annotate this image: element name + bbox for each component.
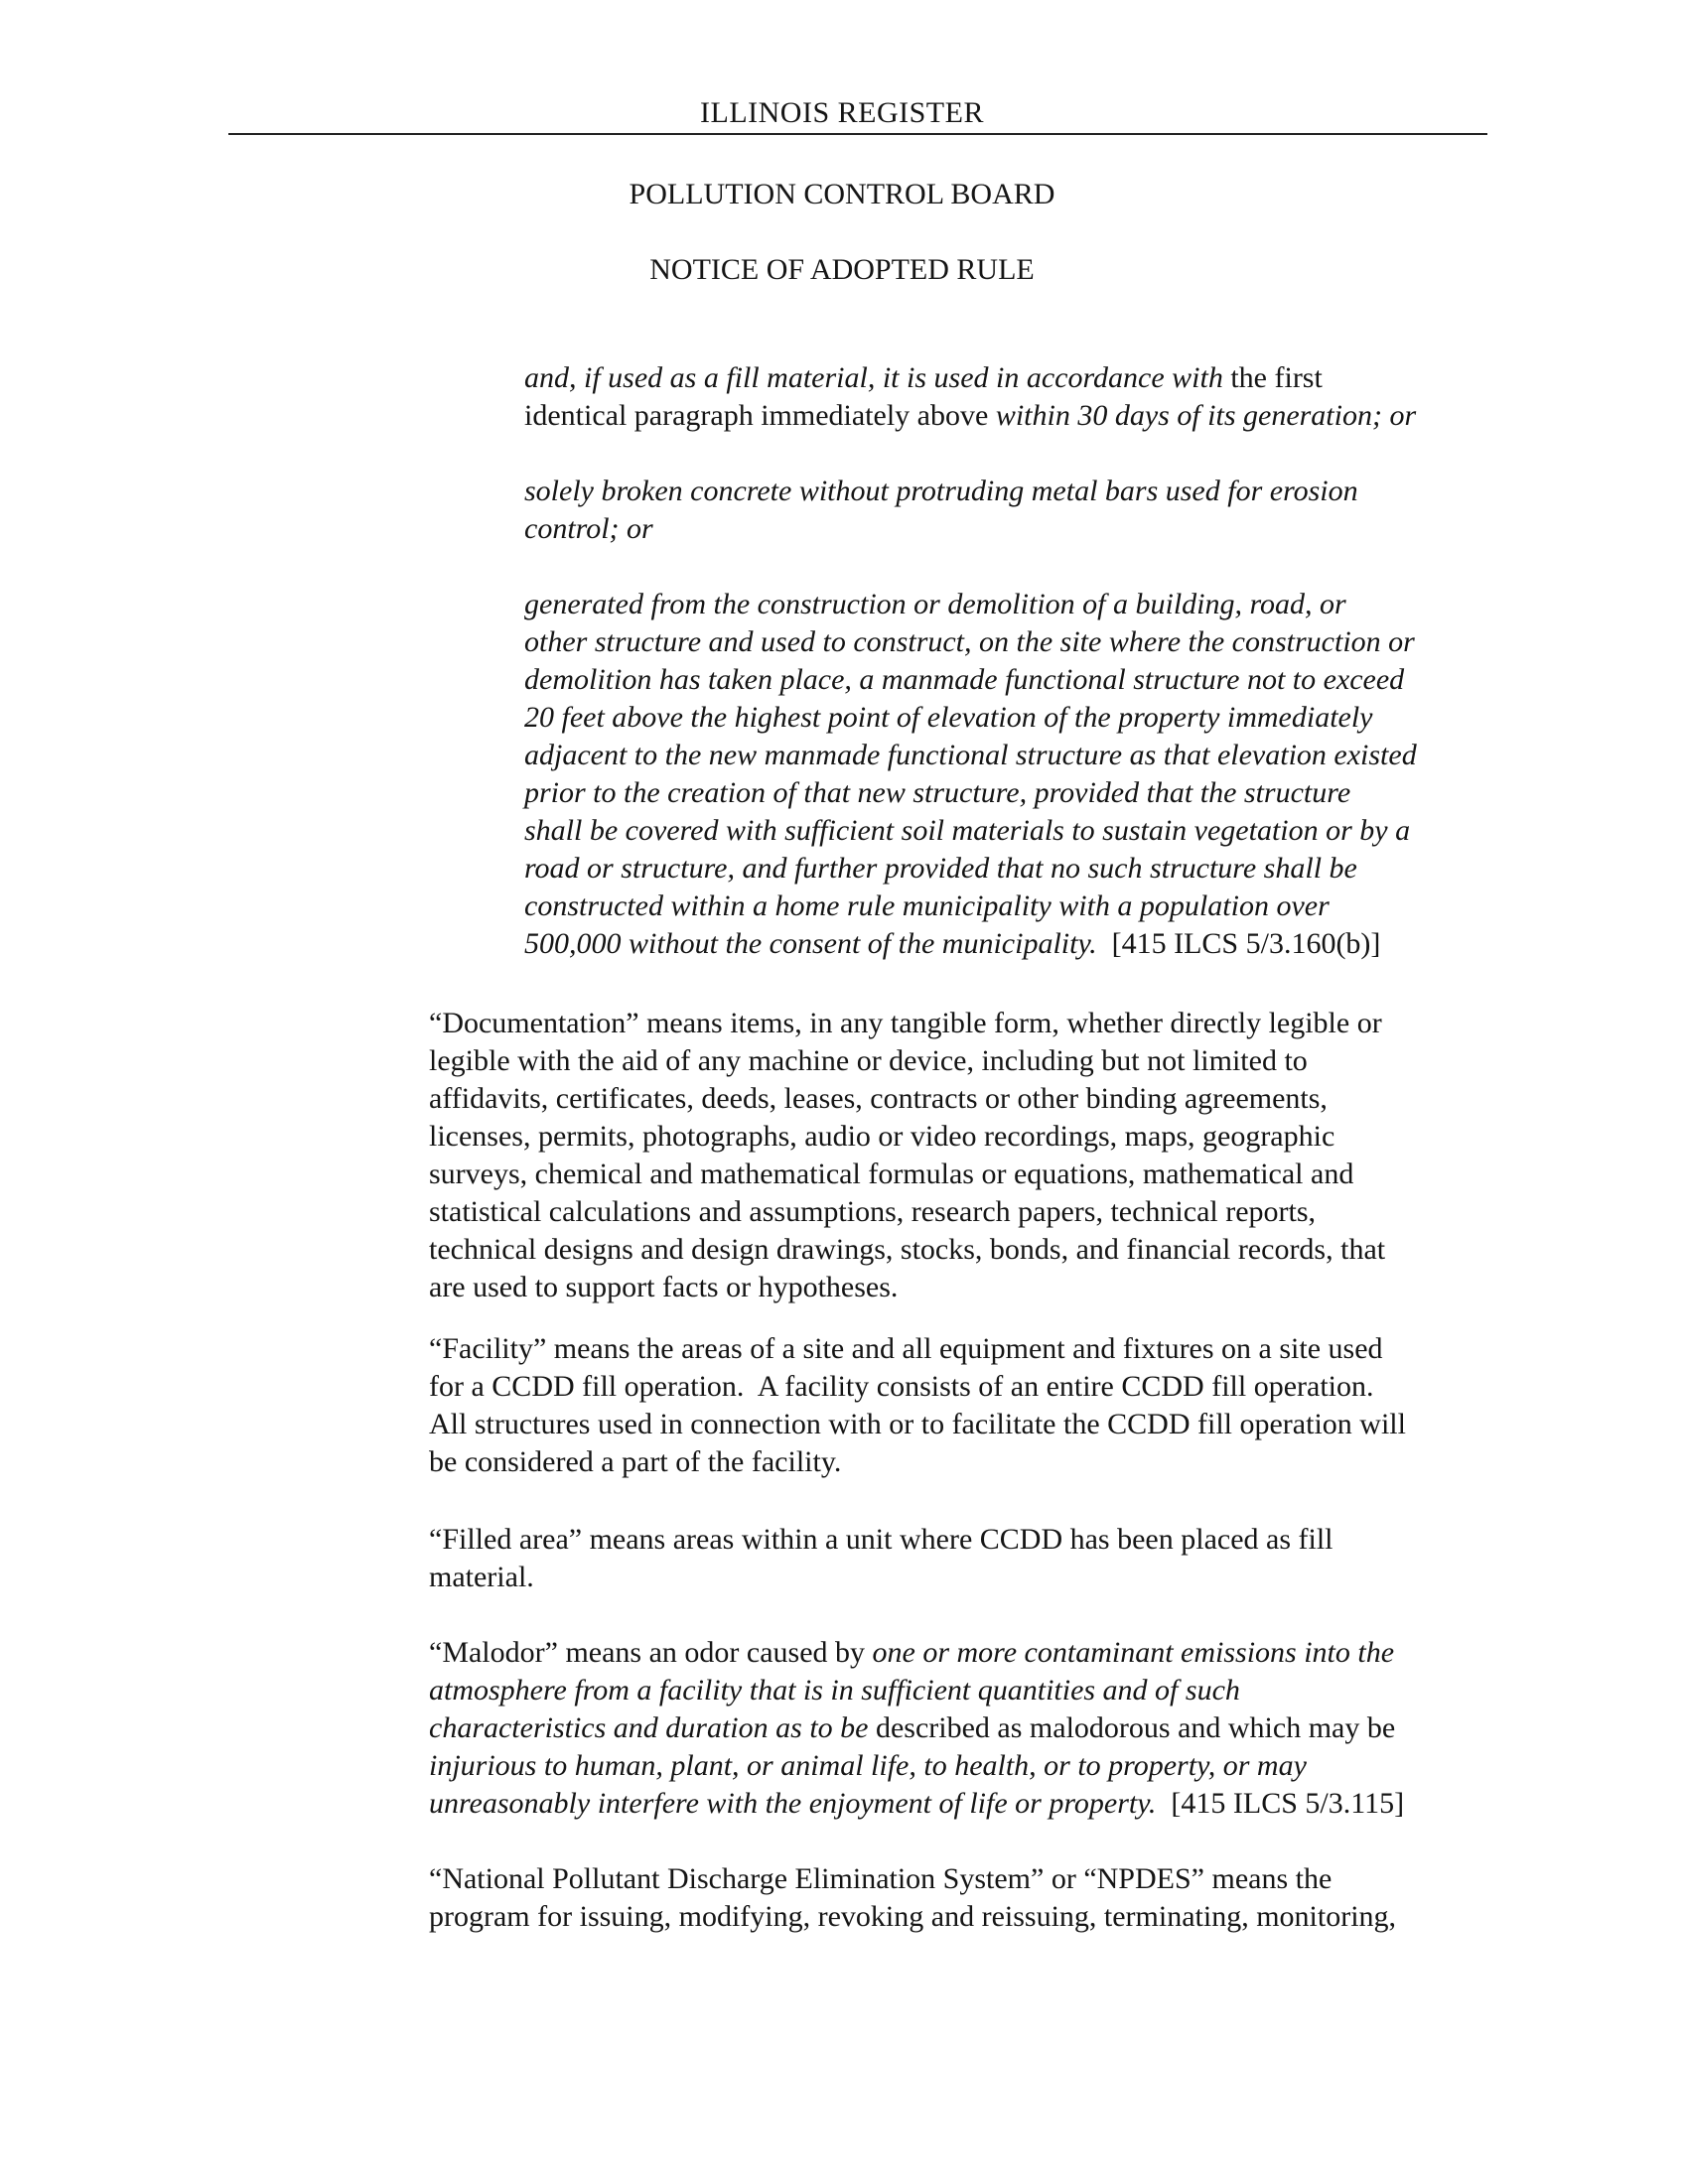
paragraph-fill-material bbox=[524, 359, 1416, 435]
italic-text-run: injurious to human, plant, or animal life, to health, or to property, or may bbox=[429, 1749, 1307, 1782]
text-run: statistical calculations and assumptions, research papers, technical reports, bbox=[429, 1195, 1317, 1228]
text-line bbox=[524, 925, 1417, 963]
text-line bbox=[524, 850, 1417, 887]
italic-text-run: other structure and used to construct, on the site where the construction or bbox=[524, 625, 1415, 658]
italic-text-run: atmosphere from a facility that is in sufficient quantities and of such bbox=[429, 1674, 1240, 1706]
text-run: “National Pollutant Discharge Elimination System” or “NPDES” means the bbox=[429, 1862, 1333, 1895]
text-line bbox=[429, 1559, 1333, 1596]
italic-text-run: adjacent to the new manmade functional structure as that elevation existed bbox=[524, 739, 1417, 771]
text-run: for a CCDD fill operation. A facility consists of an entire CCDD fill operation. bbox=[429, 1370, 1374, 1403]
text-line bbox=[524, 473, 1358, 510]
text-line bbox=[524, 510, 1358, 548]
text-run: identical paragraph immediately above bbox=[524, 399, 996, 432]
text-run: “Facility” means the areas of a site and all equipment and fixtures on a site used bbox=[429, 1332, 1383, 1365]
italic-text-run: prior to the creation of that new structure, provided that the structure bbox=[524, 776, 1351, 809]
text-line bbox=[524, 887, 1417, 925]
paragraph-documentation-definition bbox=[429, 1005, 1385, 1306]
text-line bbox=[429, 1080, 1385, 1118]
text-run: [415 ILCS 5/3.115] bbox=[1156, 1787, 1405, 1820]
text-line bbox=[429, 1747, 1404, 1785]
agency-heading: POLLUTION CONTROL BOARD bbox=[629, 178, 1055, 210]
header-rule bbox=[228, 133, 1487, 135]
paragraph-broken-concrete bbox=[524, 473, 1358, 548]
paragraph-npdes-definition bbox=[429, 1860, 1396, 1936]
text-run: “Filled area” means areas within a unit where CCDD has been placed as fill bbox=[429, 1523, 1333, 1556]
text-line bbox=[524, 359, 1416, 397]
text-line bbox=[524, 774, 1417, 812]
register-header-title: ILLINOIS REGISTER bbox=[700, 96, 984, 129]
text-run: affidavits, certificates, deeds, leases, contracts or other binding agreements, bbox=[429, 1082, 1328, 1115]
italic-text-run: characteristics and duration as to be bbox=[429, 1711, 869, 1744]
text-line bbox=[524, 812, 1417, 850]
paragraph-filled-area-definition bbox=[429, 1521, 1333, 1596]
italic-text-run: road or structure, and further provided that no such structure shall be bbox=[524, 852, 1357, 885]
italic-text-run: shall be covered with sufficient soil materials to sustain vegetation or by a bbox=[524, 814, 1411, 847]
text-line bbox=[429, 1406, 1406, 1443]
text-line bbox=[429, 1368, 1406, 1406]
italic-text-run: control; or bbox=[524, 512, 653, 545]
text-line bbox=[429, 1785, 1404, 1823]
text-line bbox=[429, 1118, 1385, 1156]
text-line bbox=[524, 737, 1417, 774]
text-run: the first bbox=[1222, 361, 1323, 394]
text-line bbox=[429, 1860, 1396, 1898]
text-run: material. bbox=[429, 1561, 534, 1593]
text-line bbox=[429, 1521, 1333, 1559]
italic-text-run: unreasonably interfere with the enjoyment of life or property. bbox=[429, 1787, 1157, 1820]
text-run: All structures used in connection with or to facilitate the CCDD fill operation will bbox=[429, 1408, 1406, 1440]
text-run: “Documentation” means items, in any tangible form, whether directly legible or bbox=[429, 1007, 1382, 1039]
text-run: program for issuing, modifying, revoking and reissuing, terminating, monitoring, bbox=[429, 1900, 1397, 1933]
text-line bbox=[429, 1330, 1406, 1368]
text-run: licenses, permits, photographs, audio or video recordings, maps, geographic bbox=[429, 1120, 1335, 1153]
paragraph-malodor-definition bbox=[429, 1634, 1404, 1823]
text-line bbox=[429, 1634, 1404, 1672]
italic-text-run: generated from the construction or demolition of a building, road, or bbox=[524, 588, 1346, 620]
italic-text-run: one or more contaminant emissions into the bbox=[872, 1636, 1395, 1669]
text-line bbox=[524, 661, 1417, 699]
italic-text-run: constructed within a home rule municipality with a population over bbox=[524, 889, 1330, 922]
text-run: legible with the aid of any machine or device, including but not limited to bbox=[429, 1044, 1308, 1077]
text-line bbox=[429, 1672, 1404, 1709]
text-line bbox=[429, 1898, 1396, 1936]
text-line bbox=[524, 586, 1417, 623]
text-line bbox=[429, 1193, 1385, 1231]
italic-text-run: and, if used as a fill material, it is used in accordance with bbox=[524, 361, 1223, 394]
text-line bbox=[429, 1269, 1385, 1306]
paragraph-facility-definition bbox=[429, 1330, 1406, 1481]
italic-text-run: demolition has taken place, a manmade functional structure not to exceed bbox=[524, 663, 1405, 696]
text-line bbox=[429, 1231, 1385, 1269]
text-line bbox=[429, 1709, 1404, 1747]
text-line bbox=[524, 623, 1417, 661]
text-line bbox=[429, 1156, 1385, 1193]
italic-text-run: 500,000 without the consent of the municipality. bbox=[524, 927, 1097, 960]
text-run: “Malodor” means an odor caused by bbox=[429, 1636, 873, 1669]
notice-heading: NOTICE OF ADOPTED RULE bbox=[649, 253, 1035, 286]
text-line bbox=[524, 699, 1417, 737]
text-run: [415 ILCS 5/3.160(b)] bbox=[1096, 927, 1381, 960]
text-run: described as malodorous and which may be bbox=[868, 1711, 1396, 1744]
italic-text-run: solely broken concrete without protruding metal bars used for erosion bbox=[524, 475, 1358, 507]
text-run: technical designs and design drawings, stocks, bonds, and financial records, that bbox=[429, 1233, 1386, 1266]
paragraph-generated-from-construction bbox=[524, 586, 1417, 963]
text-line bbox=[429, 1005, 1385, 1042]
text-line bbox=[524, 397, 1416, 435]
italic-text-run: within 30 days of its generation; or bbox=[995, 399, 1417, 432]
text-run: surveys, chemical and mathematical formulas or equations, mathematical and bbox=[429, 1158, 1354, 1190]
text-line bbox=[429, 1443, 1406, 1481]
text-run: be considered a part of the facility. bbox=[429, 1445, 842, 1478]
text-line bbox=[429, 1042, 1385, 1080]
italic-text-run: 20 feet above the highest point of elevation of the property immediately bbox=[524, 701, 1373, 734]
text-run: are used to support facts or hypotheses. bbox=[429, 1271, 899, 1303]
